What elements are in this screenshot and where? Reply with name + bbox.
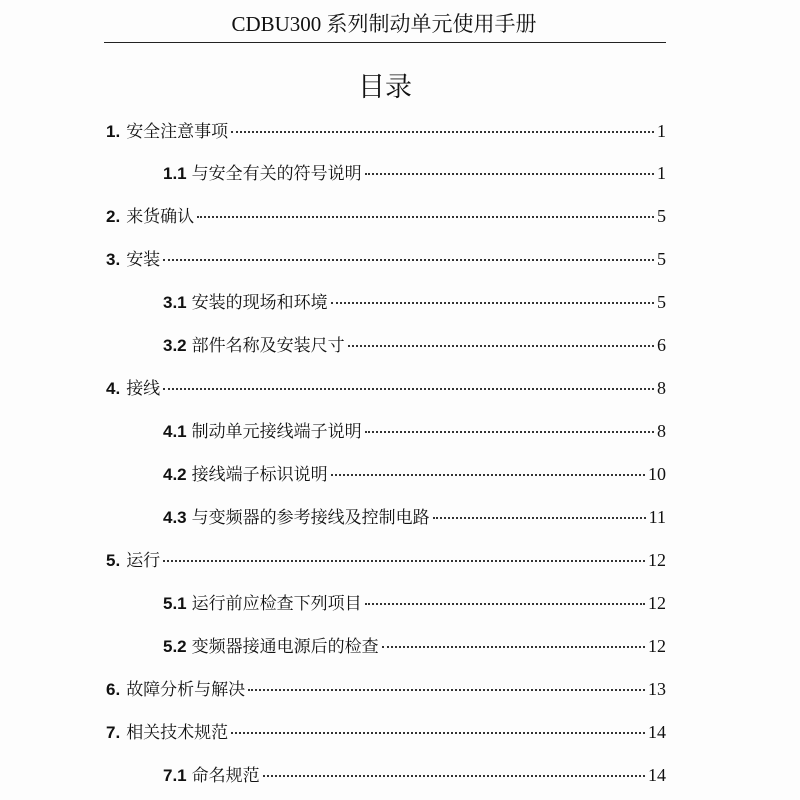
entry-page-number: 5 [657,206,666,226]
entry-number: 7.1 [163,766,187,785]
toc-chapter-entry[interactable] [106,205,666,228]
dot-leader [263,775,645,777]
dot-leader [231,732,645,734]
entry-number: 4.1 [163,422,187,441]
entry-page-number: 11 [648,507,666,527]
toc-title: 目录 [358,72,412,103]
dot-leader [433,517,646,519]
entry-title: 制动单元接线端子说明 [191,422,362,442]
entry-title: 与变频器的参考接线及控制电路 [191,508,430,528]
header-divider [104,42,666,43]
toc-chapter-entry[interactable] [106,377,666,400]
entry-number: 3. [106,250,121,269]
entry-page-number: 13 [648,679,666,699]
entry-page-number: 1 [657,121,666,141]
toc-section-entry[interactable] [163,291,666,314]
entry-number: 2. [106,207,121,226]
entry-title: 安装 [126,250,161,270]
entry-title: 部件名称及安装尺寸 [191,336,345,356]
toc-section-entry[interactable] [163,162,666,185]
entry-title: 来货确认 [126,207,195,227]
entry-page-number: 14 [648,765,666,785]
toc-section-entry[interactable] [163,334,666,357]
entry-page-number: 12 [648,593,666,613]
dot-leader [163,388,654,390]
entry-title: 接线端子标识说明 [191,465,328,485]
toc-chapter-entry[interactable] [106,549,666,572]
dot-leader [248,689,645,691]
entry-number: 6. [106,680,121,699]
entry-number: 4.2 [163,465,187,484]
dot-leader [365,173,654,175]
toc-chapter-entry[interactable] [106,678,666,701]
toc-chapter-entry[interactable] [106,248,666,271]
entry-number: 5.1 [163,594,187,613]
entry-title: 安装的现场和环境 [191,293,328,313]
entry-page-number: 1 [657,163,666,183]
entry-title: 命名规范 [191,766,260,786]
toc-chapter-entry[interactable] [106,120,666,143]
entry-page-number: 8 [657,421,666,441]
entry-number: 5. [106,551,121,570]
entry-title: 运行前应检查下列项目 [191,594,362,614]
toc-section-entry[interactable] [163,506,666,529]
entry-page-number: 12 [648,550,666,570]
dot-leader [348,345,654,347]
entry-page-number: 8 [657,378,666,398]
entry-title: 相关技术规范 [126,723,229,743]
toc-chapter-entry[interactable] [106,721,666,744]
entry-page-number: 5 [657,249,666,269]
header-title: CDBU300 系列制动单元使用手册 [231,12,537,36]
entry-page-number: 14 [648,722,666,742]
entry-number: 5.2 [163,637,187,656]
entry-number: 4. [106,379,121,398]
toc-section-entry[interactable] [163,420,666,443]
entry-title: 运行 [126,551,161,571]
toc-section-entry[interactable] [163,463,666,486]
entry-title: 接线 [126,379,161,399]
dot-leader [231,131,654,133]
entry-number: 4.3 [163,508,187,527]
entry-number: 3.2 [163,336,187,355]
toc-section-entry[interactable] [163,635,666,658]
dot-leader [365,431,654,433]
entry-number: 7. [106,723,121,742]
entry-number: 1. [106,122,121,141]
entry-page-number: 10 [648,464,666,484]
dot-leader [197,216,654,218]
entry-number: 1.1 [163,164,187,183]
dot-leader [163,560,645,562]
entry-title: 故障分析与解决 [126,680,246,700]
toc-section-entry[interactable] [163,592,666,615]
toc-section-entry[interactable] [163,764,666,787]
entry-title: 与安全有关的符号说明 [191,164,362,184]
dot-leader [331,302,654,304]
dot-leader [365,603,645,605]
entry-page-number: 12 [648,636,666,656]
entry-number: 3.1 [163,293,187,312]
entry-title: 安全注意事项 [126,122,229,142]
entry-page-number: 6 [657,335,666,355]
entry-title: 变频器接通电源后的检查 [191,637,379,657]
dot-leader [331,474,645,476]
dot-leader [382,646,645,648]
dot-leader [163,259,654,261]
entry-page-number: 5 [657,292,666,312]
